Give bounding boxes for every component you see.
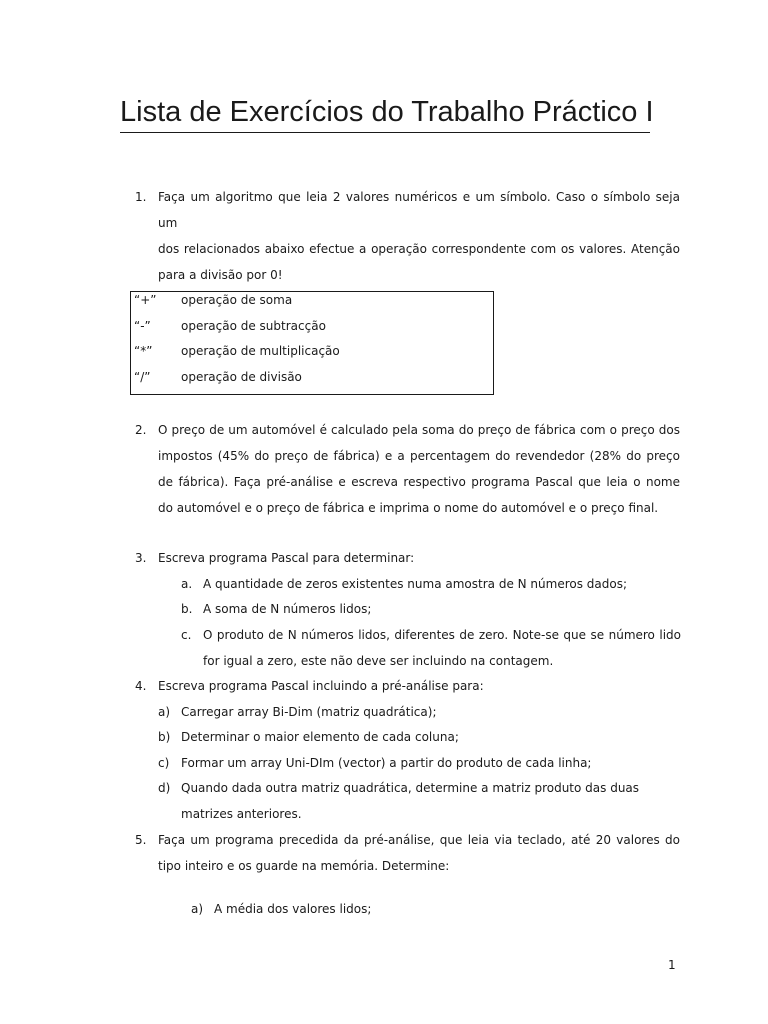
exercise-number: 5. bbox=[135, 833, 147, 847]
list-label: c) bbox=[158, 756, 170, 770]
exercise-5 bbox=[135, 827, 680, 879]
list-text: Determinar o maior elemento de cada coluna; bbox=[181, 730, 459, 744]
operation-row bbox=[134, 313, 489, 339]
list-label: b) bbox=[158, 730, 171, 744]
text-line: tipo inteiro e os guarde na memória. Determine: bbox=[158, 859, 450, 873]
text-line: impostos (45% do preço de fábrica) e a percentagem do revendedor (28% do preço bbox=[158, 449, 680, 463]
exercise-number: 4. bbox=[135, 679, 147, 693]
list-text: Carregar array Bi-Dim (matriz quadrática); bbox=[181, 705, 437, 719]
operations-table bbox=[130, 291, 494, 395]
operation-symbol: “/” bbox=[134, 370, 151, 384]
exercise-text: Escreva programa Pascal incluindo a pré-análise para: bbox=[158, 679, 484, 693]
exercise-3 bbox=[135, 545, 680, 571]
list-text: A quantidade de zeros existentes numa amostra de N números dados; bbox=[203, 577, 628, 591]
operation-description: operação de soma bbox=[181, 293, 293, 307]
text-line: O produto de N números lidos, diferentes de zero. Note-se que se número lido bbox=[203, 628, 681, 642]
operation-description: operação de subtracção bbox=[181, 319, 326, 333]
exercise-text bbox=[158, 184, 680, 288]
exercise-text bbox=[158, 827, 680, 879]
text-line: para a divisão por 0! bbox=[158, 268, 283, 282]
list-label: d) bbox=[158, 781, 171, 795]
list-label: a) bbox=[158, 705, 171, 719]
text-line: O preço de um automóvel é calculado pela soma do preço de fábrica com o preço dos bbox=[158, 423, 680, 437]
text-line: Quando dada outra matriz quadrática, determine a matriz produto das duas bbox=[181, 781, 640, 795]
exercise-text: Escreva programa Pascal para determinar: bbox=[158, 551, 415, 565]
text-line: matrizes anteriores. bbox=[181, 807, 302, 821]
exercise-number: 3. bbox=[135, 551, 147, 565]
text-line: Faça um algoritmo que leia 2 valores numéricos e um símbolo. Caso o símbolo seja um bbox=[158, 190, 680, 230]
list-label: a) bbox=[191, 902, 204, 916]
operation-description: operação de divisão bbox=[181, 370, 302, 384]
operation-symbol: “+” bbox=[134, 293, 157, 307]
page-title: Lista de Exercícios do Trabalho Práctico I bbox=[120, 92, 650, 133]
operation-symbol: “-” bbox=[134, 319, 151, 333]
operation-symbol: “*” bbox=[134, 344, 153, 358]
operation-description: operação de multiplicação bbox=[181, 344, 340, 358]
list-text bbox=[203, 622, 681, 674]
text-line: dos relacionados abaixo efectue a operação correspondente com os valores. Atenção bbox=[158, 242, 680, 256]
text-line: Faça um programa precedida da pré-análise, que leia via teclado, até 20 valores do bbox=[158, 833, 680, 847]
exercise-1 bbox=[135, 184, 680, 288]
operation-row bbox=[134, 338, 489, 364]
text-line: de fábrica). Faça pré-análise e escreva respectivo programa Pascal que leia o nome bbox=[158, 475, 680, 489]
exercise-4 bbox=[135, 673, 680, 699]
text-line: do automóvel e o preço de fábrica e imprima o nome do automóvel e o preço final. bbox=[158, 501, 659, 515]
list-text: A soma de N números lidos; bbox=[203, 602, 372, 616]
exercise-2 bbox=[135, 417, 680, 521]
exercise-number: 2. bbox=[135, 423, 147, 437]
page-number: 1 bbox=[668, 958, 676, 972]
text-line: for igual a zero, este não deve ser incluindo na contagem. bbox=[203, 654, 554, 668]
list-text: A média dos valores lidos; bbox=[214, 902, 372, 916]
list-label: b. bbox=[181, 602, 193, 616]
list-text: Formar um array Uni-DIm (vector) a partir do produto de cada linha; bbox=[181, 756, 592, 770]
operation-row bbox=[134, 364, 489, 390]
exercise-number: 1. bbox=[135, 190, 147, 204]
exercise-text bbox=[158, 417, 680, 521]
list-label: a. bbox=[181, 577, 193, 591]
list-text bbox=[181, 775, 680, 827]
list-label: c. bbox=[181, 628, 192, 642]
operation-row bbox=[134, 287, 489, 313]
